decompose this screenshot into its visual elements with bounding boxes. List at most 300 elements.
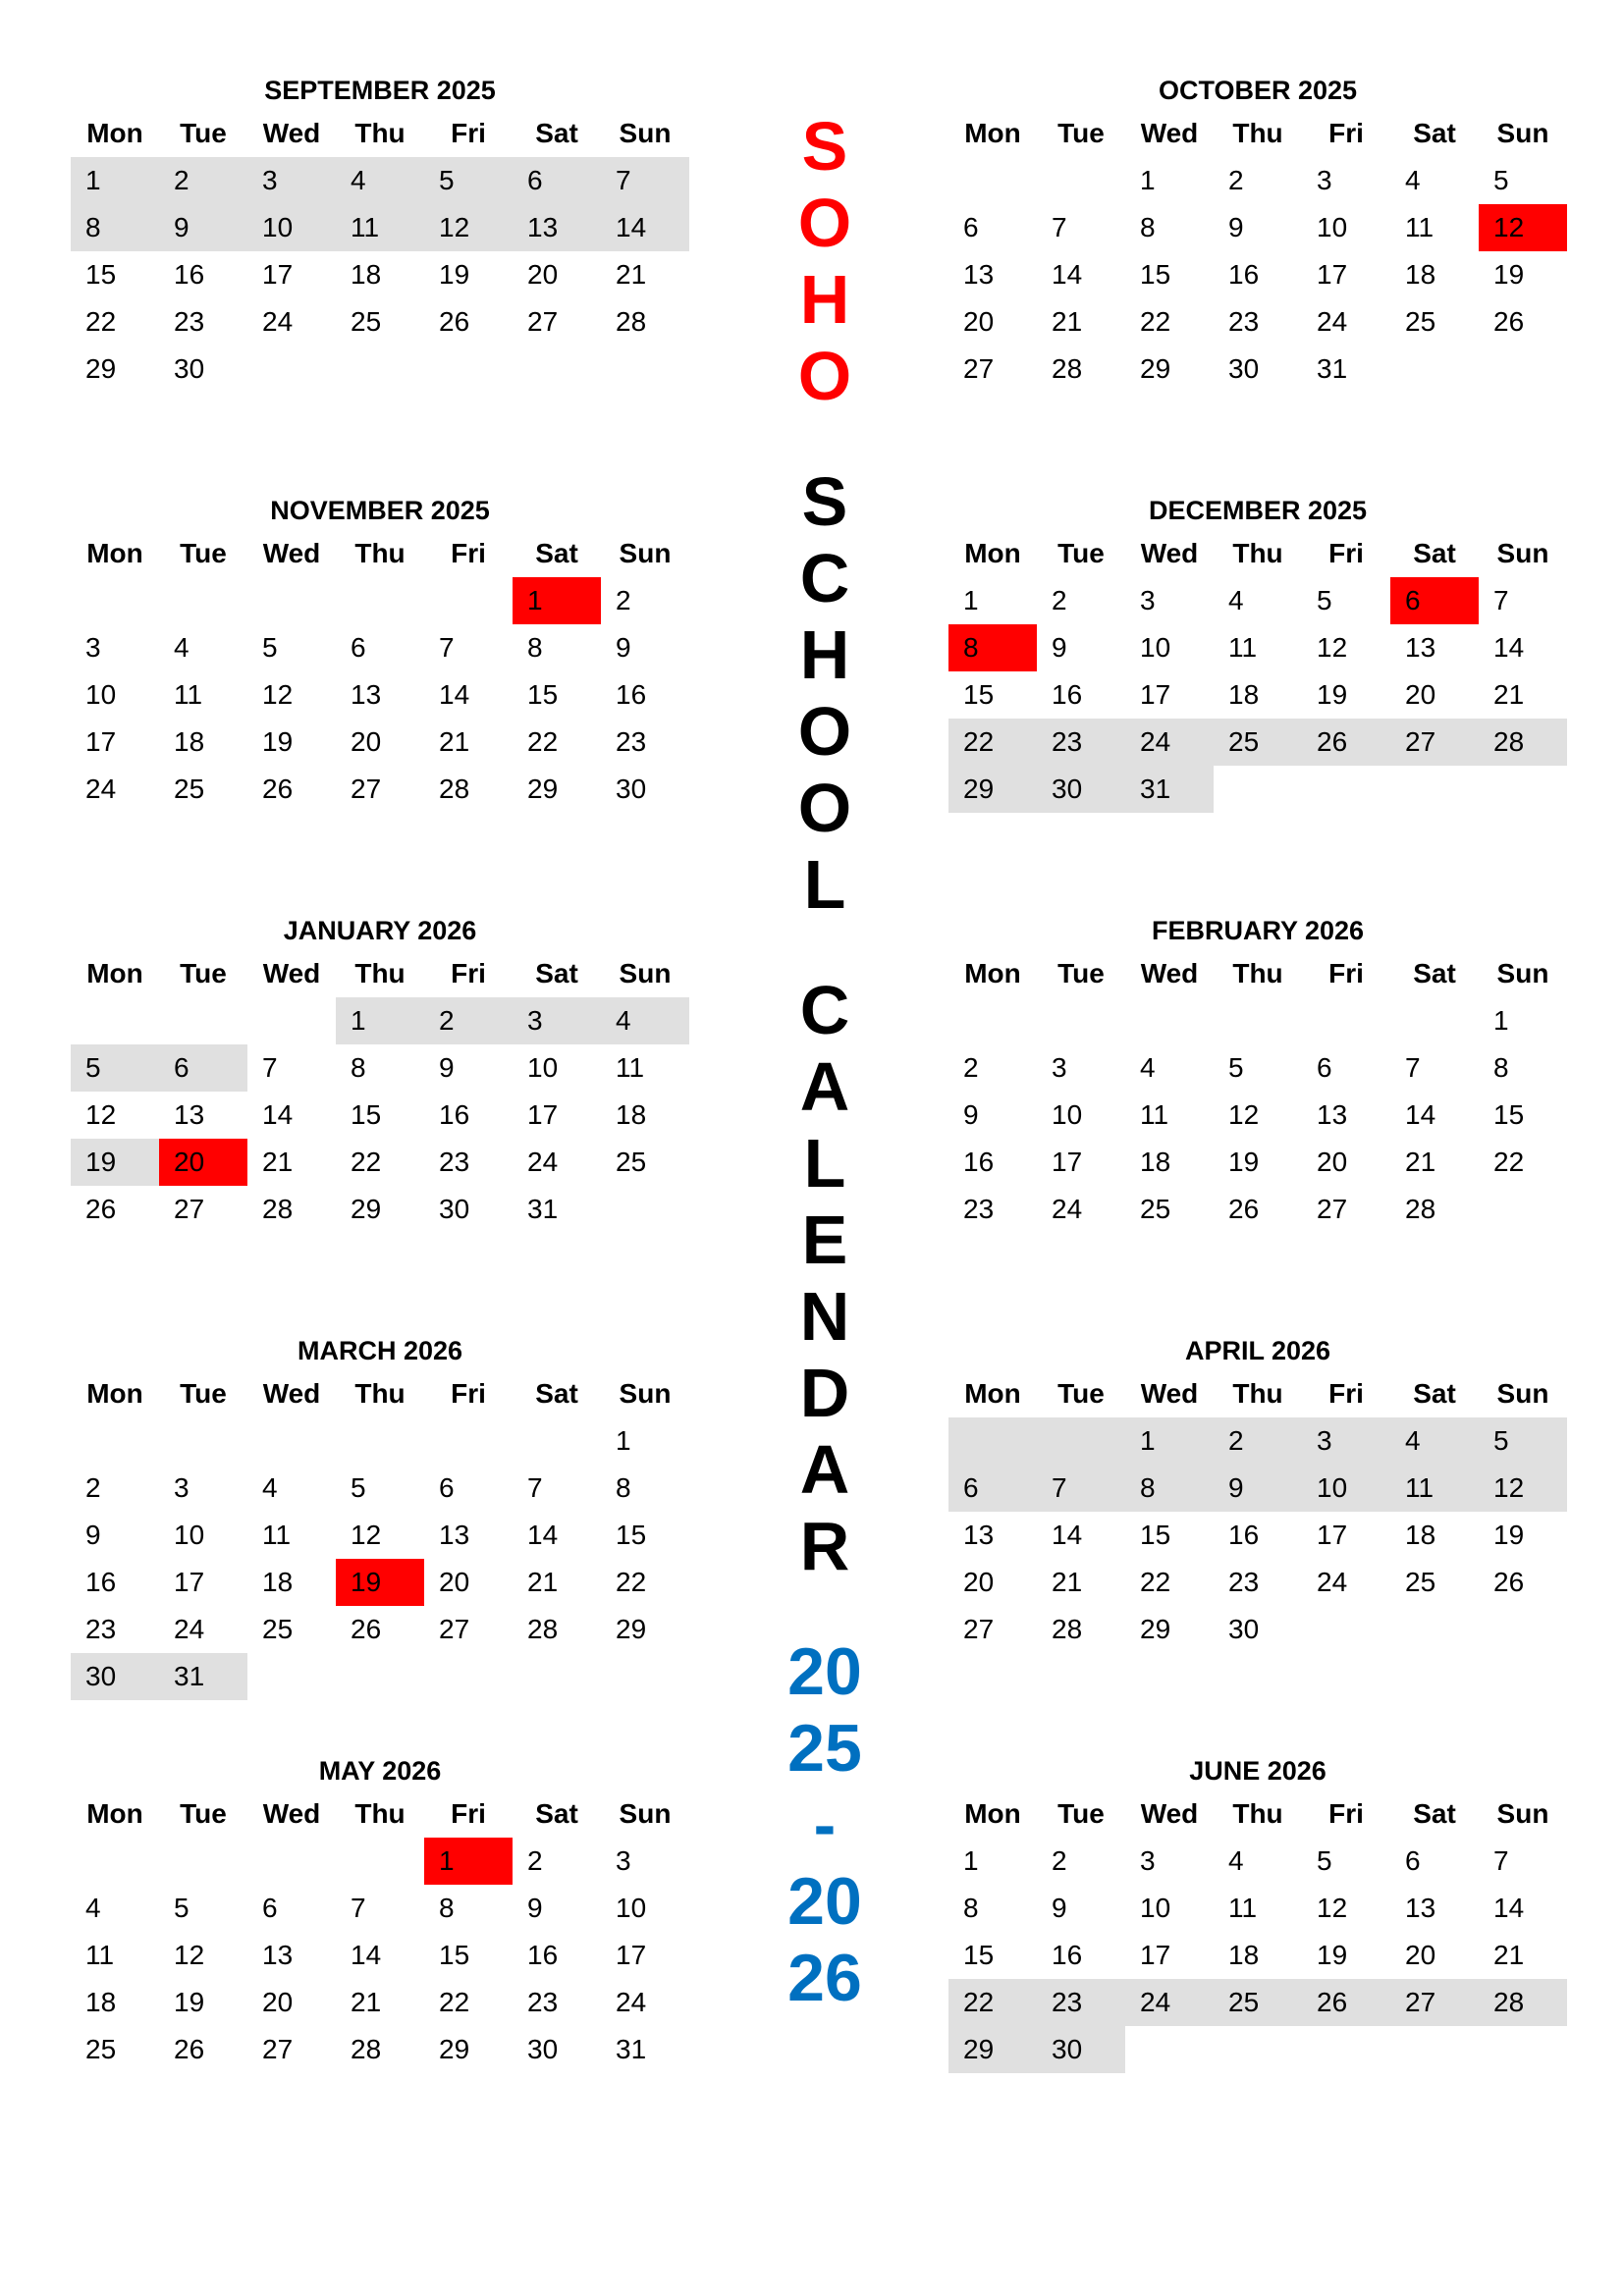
empty-cell — [1125, 997, 1214, 1044]
day-cell: 15 — [85, 259, 117, 290]
weekday-header: Wed — [262, 1378, 321, 1409]
title-letter: O — [797, 338, 852, 414]
day-cell: 27 — [351, 774, 382, 804]
day-cell: 21 — [1052, 306, 1083, 337]
day-cell: 4 — [1228, 585, 1244, 615]
day-cell: 1 — [963, 1845, 979, 1876]
month-june-2026 — [948, 1751, 1567, 2073]
day-cell: 17 — [85, 726, 117, 757]
weekday-header: Tue — [1057, 1378, 1105, 1409]
day-cell: 23 — [1037, 719, 1125, 766]
weekday-header: Fri — [1328, 958, 1364, 988]
empty-cell — [336, 1838, 424, 1885]
day-cell: 9 — [439, 1052, 455, 1083]
day-cell: 25 — [85, 2034, 117, 2064]
day-cell: 21 — [1493, 679, 1525, 710]
empty-cell — [1037, 1417, 1125, 1465]
weekday-header: Sun — [1496, 118, 1549, 148]
day-cell: 2 — [1052, 585, 1067, 615]
day-cell: 12 — [174, 1940, 205, 1970]
weekday-header: Sun — [1496, 538, 1549, 568]
day-cell: 20 — [963, 1567, 995, 1597]
day-cell: 31 — [1317, 353, 1348, 384]
day-cell: 7 — [1405, 1052, 1421, 1083]
weekday-header: Thu — [1232, 538, 1283, 568]
day-cell: 10 — [1302, 1465, 1390, 1512]
day-cell: 4 — [1228, 1845, 1244, 1876]
day-cell: 17 — [1052, 1147, 1083, 1177]
day-cell: 31 — [527, 1194, 559, 1224]
weekday-header: Thu — [354, 1798, 406, 1829]
weekday-header: Sun — [619, 1378, 672, 1409]
day-cell: 30 — [527, 2034, 559, 2064]
title-letter: L — [803, 1125, 846, 1201]
weekday-header: Sun — [1496, 1378, 1549, 1409]
day-cell: 8 — [1140, 212, 1156, 242]
month-grid — [71, 1790, 689, 2073]
month-title: FEBRUARY 2026 — [1151, 916, 1365, 945]
day-cell: 16 — [1052, 679, 1083, 710]
day-cell: 3 — [1302, 1417, 1390, 1465]
day-cell: 6 — [1390, 577, 1479, 624]
weekday-header: Thu — [1232, 1378, 1283, 1409]
day-cell: 20 — [1405, 1940, 1436, 1970]
day-cell: 20 — [159, 1139, 247, 1186]
day-cell: 17 — [1317, 1520, 1348, 1550]
day-cell: 1 — [71, 157, 159, 204]
day-cell: 11 — [1405, 212, 1435, 242]
title-letter: R — [799, 1508, 850, 1584]
weekday-header: Fri — [1328, 1378, 1364, 1409]
day-cell: 31 — [616, 2034, 647, 2064]
empty-cell — [71, 1838, 159, 1885]
weekday-header: Tue — [180, 958, 227, 988]
day-cell: 6 — [159, 1044, 247, 1092]
day-cell: 29 — [1140, 353, 1171, 384]
day-cell: 4 — [85, 1893, 101, 1923]
day-cell: 15 — [1140, 259, 1171, 290]
day-cell: 3 — [1052, 1052, 1067, 1083]
month-title: JUNE 2026 — [1189, 1756, 1326, 1786]
empty-cell — [71, 577, 159, 624]
day-cell: 12 — [351, 1520, 382, 1550]
day-cell: 9 — [1228, 212, 1244, 242]
month-title: JANUARY 2026 — [283, 916, 477, 945]
day-cell: 7 — [1052, 212, 1067, 242]
day-cell: 30 — [174, 353, 205, 384]
day-cell: 24 — [85, 774, 117, 804]
empty-cell — [1302, 997, 1390, 1044]
day-cell: 13 — [513, 204, 601, 251]
weekday-header: Sat — [535, 1798, 578, 1829]
weekday-header: Thu — [1232, 958, 1283, 988]
day-cell: 12 — [262, 679, 294, 710]
weekday-header: Tue — [1057, 538, 1105, 568]
day-cell: 22 — [948, 1979, 1037, 2026]
day-cell: 23 — [85, 1614, 117, 1644]
day-cell: 5 — [351, 1472, 366, 1503]
day-cell: 6 — [262, 1893, 278, 1923]
day-cell: 25 — [174, 774, 205, 804]
day-cell: 24 — [262, 306, 294, 337]
day-cell: 12 — [85, 1099, 117, 1130]
day-cell: 13 — [1317, 1099, 1348, 1130]
day-cell: 18 — [1228, 1940, 1260, 1970]
day-cell: 16 — [174, 259, 205, 290]
day-cell: 3 — [1140, 585, 1156, 615]
day-cell: 4 — [1140, 1052, 1156, 1083]
day-cell: 19 — [262, 726, 294, 757]
weekday-header: Mon — [86, 538, 143, 568]
day-cell: 22 — [85, 306, 117, 337]
title-calendar — [776, 972, 874, 1584]
day-cell: 2 — [1228, 165, 1244, 195]
day-cell: 2 — [963, 1052, 979, 1083]
weekday-header: Thu — [1232, 118, 1283, 148]
day-cell: 3 — [513, 997, 601, 1044]
day-cell: 11 — [85, 1940, 115, 1970]
empty-cell — [247, 1838, 336, 1885]
weekday-header: Thu — [1232, 1798, 1283, 1829]
day-cell: 11 — [174, 679, 203, 710]
day-cell: 18 — [1405, 259, 1436, 290]
day-cell: 21 — [262, 1147, 294, 1177]
weekday-header: Fri — [1328, 1798, 1364, 1829]
day-cell: 30 — [1228, 353, 1260, 384]
day-cell: 8 — [351, 1052, 366, 1083]
day-cell: 16 — [527, 1940, 559, 1970]
day-cell: 17 — [527, 1099, 559, 1130]
day-cell: 4 — [1390, 1417, 1479, 1465]
day-cell: 24 — [174, 1614, 205, 1644]
day-cell: 3 — [1317, 165, 1332, 195]
day-cell: 19 — [174, 1987, 205, 2017]
title-letter: C — [799, 540, 850, 616]
day-cell: 28 — [1052, 1614, 1083, 1644]
day-cell: 19 — [1317, 679, 1348, 710]
day-cell: 9 — [527, 1893, 543, 1923]
weekday-header: Mon — [964, 118, 1021, 148]
day-cell: 18 — [616, 1099, 647, 1130]
day-cell: 16 — [616, 679, 647, 710]
title-letter: O — [797, 185, 852, 261]
weekday-header: Mon — [86, 1378, 143, 1409]
day-cell: 17 — [174, 1567, 205, 1597]
day-cell: 14 — [527, 1520, 559, 1550]
empty-cell — [1214, 997, 1302, 1044]
title-letter: E — [801, 1201, 848, 1278]
day-cell: 2 — [1214, 1417, 1302, 1465]
day-cell: 6 — [1405, 1845, 1421, 1876]
empty-cell — [247, 577, 336, 624]
empty-cell — [71, 997, 159, 1044]
title-letter: S — [801, 463, 848, 540]
month-grid — [948, 1790, 1567, 2073]
day-cell: 15 — [963, 1940, 995, 1970]
day-cell: 19 — [1317, 1940, 1348, 1970]
day-cell: 7 — [439, 632, 455, 663]
day-cell: 10 — [247, 204, 336, 251]
day-cell: 10 — [174, 1520, 205, 1550]
empty-cell — [424, 577, 513, 624]
empty-cell — [247, 997, 336, 1044]
day-cell: 6 — [963, 212, 979, 242]
day-cell: 12 — [1228, 1099, 1260, 1130]
month-grid — [71, 110, 689, 393]
day-cell: 14 — [1052, 259, 1083, 290]
day-cell: 7 — [1493, 585, 1509, 615]
weekday-header: Mon — [86, 1798, 143, 1829]
day-cell: 6 — [351, 632, 366, 663]
day-cell: 18 — [174, 726, 205, 757]
empty-cell — [1390, 997, 1479, 1044]
day-cell: 1 — [963, 585, 979, 615]
day-cell: 13 — [439, 1520, 470, 1550]
weekday-header: Mon — [86, 958, 143, 988]
day-cell: 6 — [948, 1465, 1037, 1512]
day-cell: 30 — [1228, 1614, 1260, 1644]
day-cell: 27 — [174, 1194, 205, 1224]
day-cell: 8 — [616, 1472, 631, 1503]
day-cell: 5 — [262, 632, 278, 663]
day-cell: 5 — [1317, 585, 1332, 615]
weekday-header: Fri — [451, 1378, 486, 1409]
month-title: SEPTEMBER 2025 — [264, 76, 496, 105]
weekday-header: Fri — [1328, 538, 1364, 568]
day-cell: 8 — [1125, 1465, 1214, 1512]
weekday-header: Thu — [354, 1378, 406, 1409]
day-cell: 31 — [159, 1653, 247, 1700]
day-cell: 9 — [1052, 1893, 1067, 1923]
vertical-title — [776, 108, 874, 2016]
day-cell: 1 — [616, 1425, 631, 1456]
day-cell: 2 — [85, 1472, 101, 1503]
day-cell: 29 — [1140, 1614, 1171, 1644]
day-cell: 7 — [1037, 1465, 1125, 1512]
day-cell: 23 — [1037, 1979, 1125, 2026]
day-cell: 1 — [336, 997, 424, 1044]
title-letter: N — [799, 1278, 850, 1355]
day-cell: 14 — [439, 679, 470, 710]
day-cell: 20 — [262, 1987, 294, 2017]
day-cell: 14 — [1493, 632, 1525, 663]
day-cell: 21 — [1052, 1567, 1083, 1597]
day-cell: 21 — [351, 1987, 382, 2017]
day-cell: 4 — [174, 632, 189, 663]
day-cell: 19 — [1493, 259, 1525, 290]
month-november-2025 — [71, 491, 689, 813]
day-cell: 7 — [262, 1052, 278, 1083]
day-cell: 24 — [1317, 306, 1348, 337]
day-cell: 26 — [1493, 1567, 1525, 1597]
day-cell: 2 — [616, 585, 631, 615]
weekday-header: Sat — [535, 958, 578, 988]
day-cell: 27 — [1390, 719, 1479, 766]
day-cell: 8 — [963, 1893, 979, 1923]
day-cell: 25 — [351, 306, 382, 337]
day-cell: 24 — [1125, 719, 1214, 766]
day-cell: 23 — [439, 1147, 470, 1177]
weekday-header: Wed — [262, 1798, 321, 1829]
day-cell: 15 — [1493, 1099, 1525, 1130]
title-letter: H — [799, 261, 850, 338]
day-cell: 7 — [601, 157, 689, 204]
empty-cell — [71, 1417, 159, 1465]
day-cell: 6 — [1317, 1052, 1332, 1083]
weekday-header: Wed — [1140, 958, 1199, 988]
day-cell: 12 — [1317, 1893, 1348, 1923]
day-cell: 25 — [1214, 719, 1302, 766]
day-cell: 30 — [616, 774, 647, 804]
day-cell: 10 — [85, 679, 117, 710]
day-cell: 1 — [1125, 1417, 1214, 1465]
weekday-header: Thu — [354, 118, 406, 148]
day-cell: 27 — [1390, 1979, 1479, 2026]
empty-cell — [336, 577, 424, 624]
month-title: MAY 2026 — [318, 1756, 442, 1786]
month-grid — [948, 1370, 1567, 1653]
day-cell: 3 — [247, 157, 336, 204]
weekday-header: Tue — [180, 1378, 227, 1409]
day-cell: 11 — [1228, 1893, 1258, 1923]
day-cell: 28 — [1479, 719, 1567, 766]
day-cell: 5 — [1317, 1845, 1332, 1876]
day-cell: 26 — [1302, 1979, 1390, 2026]
day-cell: 30 — [439, 1194, 470, 1224]
title-letter: L — [803, 846, 846, 923]
weekday-header: Mon — [964, 1798, 1021, 1829]
day-cell: 30 — [1037, 2026, 1125, 2073]
day-cell: 13 — [1405, 1893, 1436, 1923]
day-cell: 28 — [1405, 1194, 1436, 1224]
month-grid — [71, 950, 689, 1233]
day-cell: 24 — [527, 1147, 559, 1177]
month-january-2026 — [71, 911, 689, 1233]
weekday-header: Tue — [180, 538, 227, 568]
title-letter: O — [797, 770, 852, 846]
day-cell: 28 — [1479, 1979, 1567, 2026]
empty-cell — [1037, 997, 1125, 1044]
weekday-header: Wed — [1140, 538, 1199, 568]
day-cell: 29 — [948, 2026, 1037, 2073]
empty-cell — [159, 1417, 247, 1465]
day-cell: 8 — [1493, 1052, 1509, 1083]
weekday-header: Thu — [354, 538, 406, 568]
title-year — [776, 1633, 874, 2016]
month-april-2026 — [948, 1331, 1567, 1653]
title-letter: C — [799, 972, 850, 1048]
day-cell: 29 — [351, 1194, 382, 1224]
day-cell: 8 — [439, 1893, 455, 1923]
day-cell: 22 — [527, 726, 559, 757]
day-cell: 5 — [1479, 1417, 1567, 1465]
day-cell: 8 — [527, 632, 543, 663]
day-cell: 21 — [439, 726, 470, 757]
day-cell: 14 — [1493, 1893, 1525, 1923]
weekday-header: Sat — [1413, 1378, 1456, 1409]
empty-cell — [424, 1417, 513, 1465]
day-cell: 9 — [85, 1520, 101, 1550]
weekday-header: Sun — [1496, 1798, 1549, 1829]
day-cell: 18 — [1140, 1147, 1171, 1177]
day-cell: 18 — [1228, 679, 1260, 710]
day-cell: 11 — [616, 1052, 645, 1083]
day-cell: 13 — [174, 1099, 205, 1130]
weekday-header: Mon — [86, 118, 143, 148]
day-cell: 14 — [1052, 1520, 1083, 1550]
weekday-header: Wed — [1140, 118, 1199, 148]
day-cell: 14 — [601, 204, 689, 251]
empty-cell — [159, 1838, 247, 1885]
day-cell: 9 — [159, 204, 247, 251]
day-cell: 30 — [1037, 766, 1125, 813]
day-cell: 20 — [439, 1567, 470, 1597]
day-cell: 14 — [262, 1099, 294, 1130]
weekday-header: Wed — [262, 118, 321, 148]
day-cell: 11 — [336, 204, 424, 251]
day-cell: 27 — [963, 1614, 995, 1644]
weekday-header: Sat — [1413, 118, 1456, 148]
weekday-header: Wed — [262, 538, 321, 568]
day-cell: 13 — [963, 1520, 995, 1550]
title-soho — [776, 108, 874, 414]
day-cell: 22 — [1140, 306, 1171, 337]
day-cell: 27 — [439, 1614, 470, 1644]
day-cell: 23 — [1228, 306, 1260, 337]
weekday-header: Mon — [964, 958, 1021, 988]
day-cell: 1 — [1140, 165, 1156, 195]
title-letter: - — [813, 1788, 837, 1862]
day-cell: 17 — [1317, 259, 1348, 290]
weekday-header: Mon — [964, 1378, 1021, 1409]
weekday-header: Sat — [535, 1378, 578, 1409]
day-cell: 29 — [439, 2034, 470, 2064]
weekday-header: Sun — [1496, 958, 1549, 988]
day-cell: 10 — [1317, 212, 1348, 242]
day-cell: 22 — [1493, 1147, 1525, 1177]
day-cell: 21 — [1493, 1940, 1525, 1970]
month-december-2025 — [948, 491, 1567, 813]
day-cell: 23 — [527, 1987, 559, 2017]
day-cell: 9 — [1214, 1465, 1302, 1512]
day-cell: 2 — [159, 157, 247, 204]
weekday-header: Sat — [1413, 538, 1456, 568]
weekday-header: Tue — [1057, 958, 1105, 988]
weekday-header: Wed — [262, 958, 321, 988]
month-title: APRIL 2026 — [1184, 1336, 1331, 1365]
day-cell: 5 — [71, 1044, 159, 1092]
day-cell: 8 — [948, 624, 1037, 671]
month-september-2025 — [71, 71, 689, 393]
day-cell: 2 — [527, 1845, 543, 1876]
month-grid — [71, 1370, 689, 1700]
day-cell: 15 — [963, 679, 995, 710]
day-cell: 22 — [439, 1987, 470, 2017]
day-cell: 21 — [1405, 1147, 1436, 1177]
day-cell: 18 — [1405, 1520, 1436, 1550]
day-cell: 20 — [1317, 1147, 1348, 1177]
empty-cell — [948, 1417, 1037, 1465]
day-cell: 30 — [71, 1653, 159, 1700]
day-cell: 23 — [1228, 1567, 1260, 1597]
month-may-2026 — [71, 1751, 689, 2073]
day-cell: 4 — [336, 157, 424, 204]
day-cell: 16 — [1228, 259, 1260, 290]
day-cell: 8 — [71, 204, 159, 251]
empty-cell — [159, 997, 247, 1044]
weekday-header: Sun — [619, 118, 672, 148]
day-cell: 18 — [351, 259, 382, 290]
